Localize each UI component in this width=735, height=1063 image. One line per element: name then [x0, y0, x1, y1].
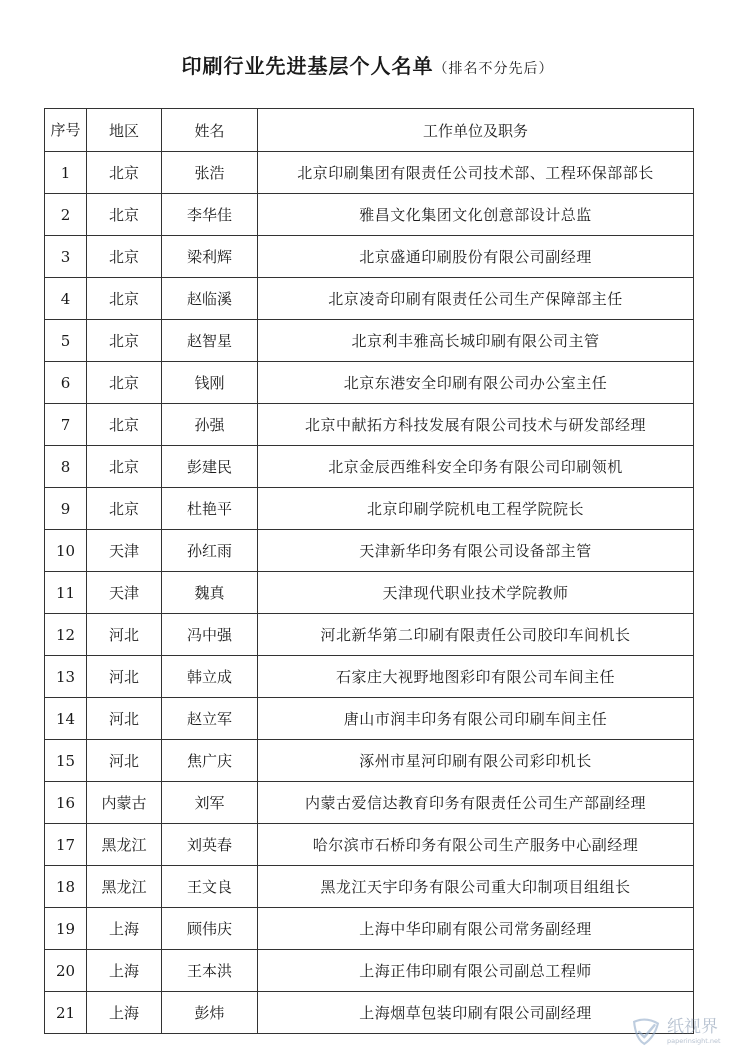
table-body — [45, 152, 694, 1034]
cell-region: 河北 — [87, 740, 162, 782]
cell-region: 北京 — [87, 152, 162, 194]
cell-region: 北京 — [87, 320, 162, 362]
cell-unit: 北京印刷集团有限责任公司技术部、工程环保部部长 — [258, 152, 694, 194]
header-region: 地区 — [87, 109, 162, 152]
cell-seq: 21 — [45, 992, 87, 1034]
table-row — [45, 992, 694, 1034]
cell-unit: 雅昌文化集团文化创意部设计总监 — [258, 194, 694, 236]
cell-unit: 石家庄大视野地图彩印有限公司车间主任 — [258, 656, 694, 698]
cell-region: 上海 — [87, 992, 162, 1034]
table-row — [45, 950, 694, 992]
cell-unit: 天津新华印务有限公司设备部主管 — [258, 530, 694, 572]
cell-seq: 8 — [45, 446, 87, 488]
cell-region: 河北 — [87, 614, 162, 656]
cell-unit: 黑龙江天宇印务有限公司重大印制项目组组长 — [258, 866, 694, 908]
table-row — [45, 362, 694, 404]
cell-name: 梁利辉 — [162, 236, 258, 278]
cell-seq: 6 — [45, 362, 87, 404]
cell-seq: 3 — [45, 236, 87, 278]
cell-unit: 北京金辰西维科安全印务有限公司印刷领机 — [258, 446, 694, 488]
cell-region: 北京 — [87, 446, 162, 488]
cell-region: 上海 — [87, 950, 162, 992]
cell-unit: 上海烟草包装印刷有限公司副经理 — [258, 992, 694, 1034]
cell-unit: 北京利丰雅高长城印刷有限公司主管 — [258, 320, 694, 362]
cell-name: 冯中强 — [162, 614, 258, 656]
table-row — [45, 656, 694, 698]
watermark-url: paperinsight.net — [667, 1037, 721, 1045]
cell-name: 王文良 — [162, 866, 258, 908]
cell-seq: 15 — [45, 740, 87, 782]
table-row — [45, 908, 694, 950]
cell-region: 天津 — [87, 530, 162, 572]
watermark-text: 纸视界 — [667, 1017, 718, 1037]
cell-unit: 河北新华第二印刷有限责任公司胶印车间机长 — [258, 614, 694, 656]
cell-name: 孙强 — [162, 404, 258, 446]
cell-name: 焦广庆 — [162, 740, 258, 782]
cell-seq: 14 — [45, 698, 87, 740]
cell-region: 黑龙江 — [87, 866, 162, 908]
table-row — [45, 614, 694, 656]
cell-name: 魏真 — [162, 572, 258, 614]
cell-name: 赵智星 — [162, 320, 258, 362]
table-row — [45, 572, 694, 614]
cell-seq: 16 — [45, 782, 87, 824]
cell-unit: 天津现代职业技术学院教师 — [258, 572, 694, 614]
header-unit: 工作单位及职务 — [258, 109, 694, 152]
paperinsight-logo-icon — [629, 1015, 663, 1049]
cell-seq: 17 — [45, 824, 87, 866]
cell-seq: 10 — [45, 530, 87, 572]
cell-seq: 5 — [45, 320, 87, 362]
cell-name: 王本洪 — [162, 950, 258, 992]
header-seq: 序号 — [45, 109, 87, 152]
cell-name: 刘军 — [162, 782, 258, 824]
table-row — [45, 320, 694, 362]
cell-unit: 唐山市润丰印务有限公司印刷车间主任 — [258, 698, 694, 740]
cell-name: 韩立成 — [162, 656, 258, 698]
cell-name: 刘英春 — [162, 824, 258, 866]
cell-unit: 北京东港安全印刷有限公司办公室主任 — [258, 362, 694, 404]
cell-unit: 上海正伟印刷有限公司副总工程师 — [258, 950, 694, 992]
table-row — [45, 236, 694, 278]
table-row — [45, 446, 694, 488]
cell-name: 张浩 — [162, 152, 258, 194]
cell-seq: 7 — [45, 404, 87, 446]
page-title: 印刷行业先进基层个人名单 — [181, 54, 434, 78]
table-header-row — [45, 109, 694, 152]
honor-list-table — [44, 108, 694, 1034]
cell-seq: 19 — [45, 908, 87, 950]
table-row — [45, 194, 694, 236]
table-row — [45, 824, 694, 866]
cell-unit: 内蒙古爱信达教育印务有限责任公司生产部副经理 — [258, 782, 694, 824]
table-row — [45, 866, 694, 908]
cell-seq: 13 — [45, 656, 87, 698]
header-name: 姓名 — [162, 109, 258, 152]
cell-region: 北京 — [87, 362, 162, 404]
cell-seq: 1 — [45, 152, 87, 194]
cell-region: 北京 — [87, 236, 162, 278]
cell-region: 河北 — [87, 698, 162, 740]
cell-name: 彭炜 — [162, 992, 258, 1034]
cell-unit: 北京中献拓方科技发展有限公司技术与研发部经理 — [258, 404, 694, 446]
page-title-block — [0, 50, 735, 79]
cell-unit: 北京印刷学院机电工程学院院长 — [258, 488, 694, 530]
cell-unit: 哈尔滨市石桥印务有限公司生产服务中心副经理 — [258, 824, 694, 866]
cell-unit: 北京盛通印刷股份有限公司副经理 — [258, 236, 694, 278]
cell-name: 杜艳平 — [162, 488, 258, 530]
cell-region: 黑龙江 — [87, 824, 162, 866]
cell-name: 彭建民 — [162, 446, 258, 488]
cell-seq: 11 — [45, 572, 87, 614]
cell-seq: 12 — [45, 614, 87, 656]
cell-seq: 2 — [45, 194, 87, 236]
cell-seq: 9 — [45, 488, 87, 530]
cell-region: 北京 — [87, 404, 162, 446]
table-row — [45, 740, 694, 782]
cell-region: 河北 — [87, 656, 162, 698]
cell-region: 北京 — [87, 488, 162, 530]
cell-region: 北京 — [87, 278, 162, 320]
cell-region: 内蒙古 — [87, 782, 162, 824]
cell-seq: 20 — [45, 950, 87, 992]
cell-name: 赵立军 — [162, 698, 258, 740]
cell-region: 天津 — [87, 572, 162, 614]
table-row — [45, 404, 694, 446]
cell-name: 顾伟庆 — [162, 908, 258, 950]
table-row — [45, 488, 694, 530]
cell-name: 钱刚 — [162, 362, 258, 404]
table-row — [45, 530, 694, 572]
cell-seq: 18 — [45, 866, 87, 908]
page-subtitle: （排名不分先后） — [433, 61, 554, 77]
cell-seq: 4 — [45, 278, 87, 320]
cell-unit: 北京凌奇印刷有限责任公司生产保障部主任 — [258, 278, 694, 320]
cell-region: 北京 — [87, 194, 162, 236]
cell-name: 孙红雨 — [162, 530, 258, 572]
cell-name: 李华佳 — [162, 194, 258, 236]
table-row — [45, 698, 694, 740]
cell-region: 上海 — [87, 908, 162, 950]
table-row — [45, 278, 694, 320]
watermark — [629, 1005, 729, 1059]
table-row — [45, 782, 694, 824]
cell-unit: 涿州市星河印刷有限公司彩印机长 — [258, 740, 694, 782]
table-row — [45, 152, 694, 194]
cell-unit: 上海中华印刷有限公司常务副经理 — [258, 908, 694, 950]
cell-name: 赵临溪 — [162, 278, 258, 320]
